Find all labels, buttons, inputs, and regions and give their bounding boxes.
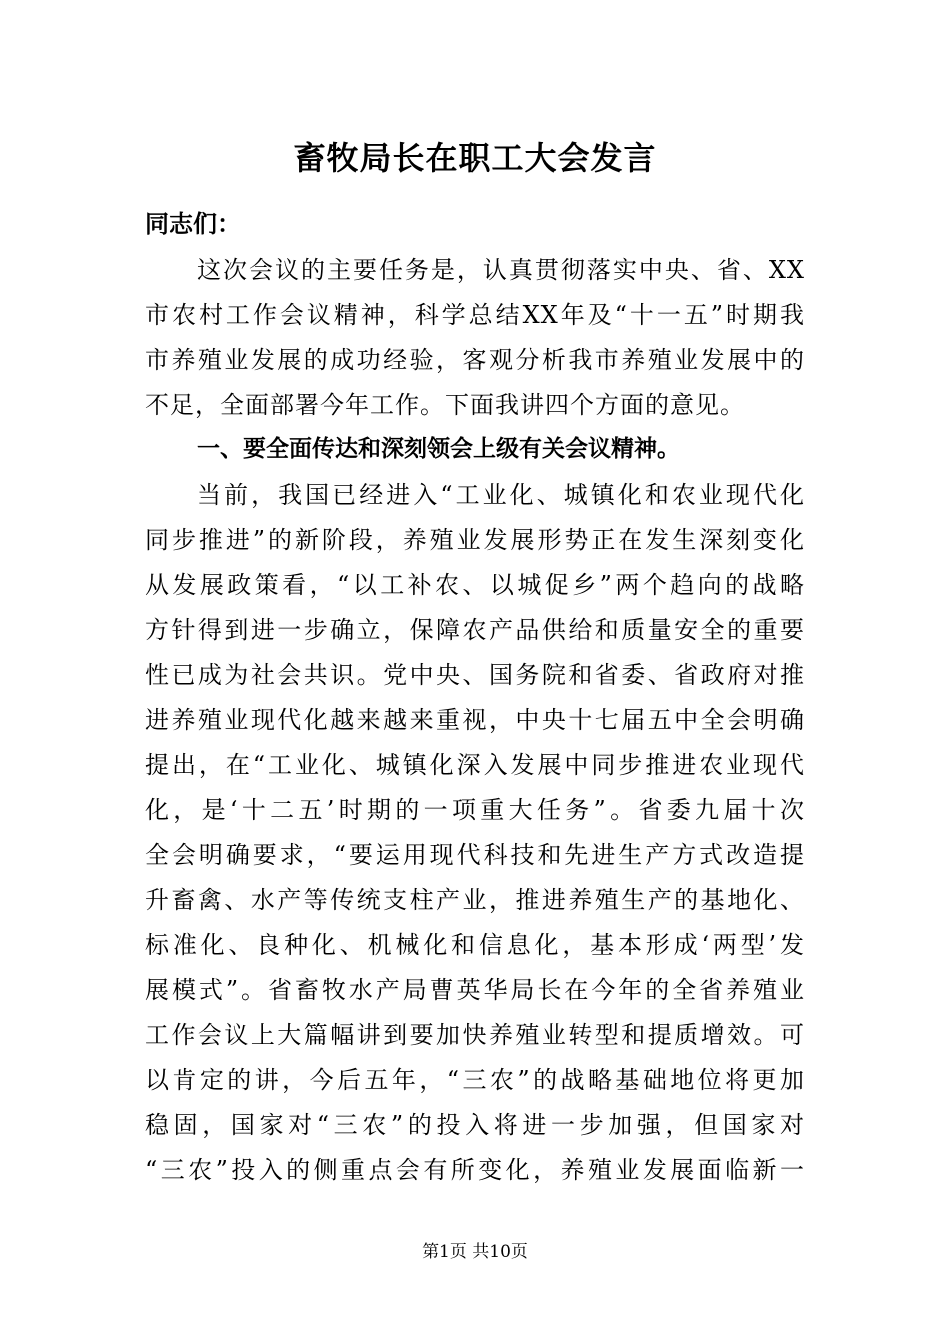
paragraph2-line: 展模式”。省畜牧水产局曹英华局长在今年的全省养殖业 xyxy=(145,976,805,1004)
paragraph2-line: 标准化、良种化、机械化和信息化，基本形成‘两型’发 xyxy=(145,931,805,959)
paragraph2-line: 升畜禽、水产等传统支柱产业，推进养殖生产的基地化、 xyxy=(145,886,805,914)
paragraph2-line: “三农”投入的侧重点会有所变化，养殖业发展面临新一 xyxy=(145,1156,805,1184)
paragraph2-line: 稳固，国家对“三农”的投入将进一步加强，但国家对 xyxy=(145,1111,805,1139)
paragraph1-line: 市养殖业发展的成功经验，客观分析我市养殖业发展中的 xyxy=(145,346,805,374)
section-heading: 一、要全面传达和深刻领会上级有关会议精神。 xyxy=(197,436,680,462)
page-number-footer: 第1页 共10页 xyxy=(422,1242,528,1262)
paragraph2-line: 化，是‘十二五’时期的一项重大任务”。省委九届十次 xyxy=(145,796,805,824)
paragraph2-line: 提出，在“工业化、城镇化深入发展中同步推进农业现代 xyxy=(145,751,805,779)
paragraph2-line: 全会明确要求，“要运用现代科技和先进生产方式改造提 xyxy=(145,841,805,869)
paragraph2-line: 同步推进”的新阶段，养殖业发展形势正在发生深刻变化 xyxy=(145,526,805,554)
paragraph2-line: 从发展政策看，“以工补农、以城促乡”两个趋向的战略 xyxy=(145,571,805,599)
paragraph2-line: 性已成为社会共识。党中央、国务院和省委、省政府对推 xyxy=(145,661,805,689)
paragraph2-line: 进养殖业现代化越来越来重视，中央十七届五中全会明确 xyxy=(145,706,805,734)
paragraph2-line: 工作会议上大篇幅讲到要加快养殖业转型和提质增效。可 xyxy=(145,1021,805,1049)
paragraph2-line: 方针得到进一步确立，保障农产品供给和质量安全的重要 xyxy=(145,616,805,644)
paragraph2-line: 当前，我国已经进入“工业化、城镇化和农业现代化 xyxy=(197,481,805,509)
paragraph2-line: 以肯定的讲，今后五年，“三农”的战略基础地位将更加 xyxy=(145,1066,805,1094)
paragraph1-line: 不足，全面部署今年工作。下面我讲四个方面的意见。 xyxy=(145,391,745,419)
paragraph1-line: 这次会议的主要任务是，认真贯彻落实中央、省、XX xyxy=(197,256,805,284)
document-title: 畜牧局长在职工大会发言 xyxy=(293,139,657,177)
salutation: 同志们： xyxy=(145,210,241,238)
paragraph1-line: 市农村工作会议精神，科学总结XX年及“十一五”时期我 xyxy=(145,301,805,329)
